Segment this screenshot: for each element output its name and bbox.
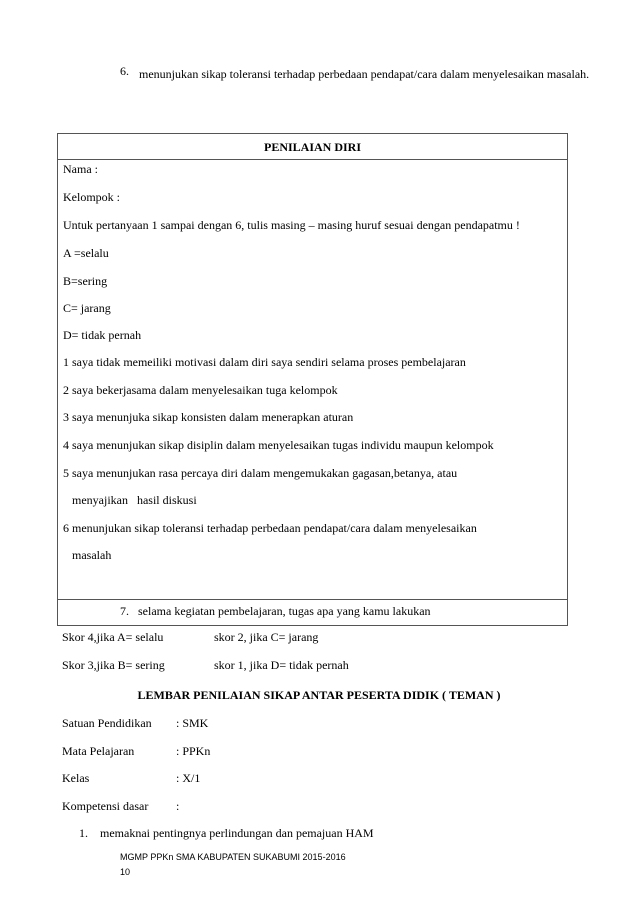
page-number: 10 <box>120 867 131 877</box>
penilaian-diri-table <box>57 133 568 626</box>
info-label: Kelas <box>62 771 90 785</box>
table-line: D= tidak pernah <box>63 328 142 342</box>
table-line: 5 saya menunjukan rasa percaya diri dalam mengemukakan gagasan,betanya, atau <box>63 466 458 480</box>
info-value: : X/1 <box>176 771 201 785</box>
table-line: 4 saya menunjukan sikap disiplin dalam menyelesaikan tugas individu maupun kelompok <box>63 438 494 452</box>
kompetensi-text: memaknai pentingnya perlindungan dan pemajuan HAM <box>100 826 374 840</box>
table-line: 3 saya menunjuka sikap konsisten dalam menerapkan aturan <box>63 410 354 424</box>
table-footer-question: selama kegiatan pembelajaran, tugas apa yang kamu lakukan <box>138 604 431 618</box>
skor-right: skor 1, jika D= tidak pernah <box>214 658 349 672</box>
skor-right: skor 2, jika C= jarang <box>214 630 319 644</box>
table-title: PENILAIAN DIRI <box>263 140 361 154</box>
table-footer-number: 7. <box>120 604 129 618</box>
table-footer-text <box>120 604 431 619</box>
table-line: masalah <box>63 548 112 562</box>
lembar-title: LEMBAR PENILAIAN SIKAP ANTAR PESERTA DIDIK ( TEMAN ) <box>137 688 501 702</box>
intro-item-number: 6. <box>120 64 129 78</box>
table-line: A =selalu <box>63 246 109 260</box>
info-value: : SMK <box>176 716 209 730</box>
page-footer-org: MGMP PPKn SMA KABUPATEN SUKABUMI 2015-2016 <box>120 852 346 862</box>
table-line: Untuk pertanyaan 1 sampai dengan 6, tulis masing – masing huruf sesuai dengan pendapatmu ! <box>63 218 520 232</box>
table-footer-row <box>58 599 567 625</box>
table-line: menyajikan hasil diskusi <box>63 493 197 507</box>
table-line: C= jarang <box>63 301 111 315</box>
table-line: 2 saya bekerjasama dalam menyelesaikan tuga kelompok <box>63 383 338 397</box>
info-label: Mata Pelajaran <box>62 744 135 758</box>
info-label: Satuan Pendidikan <box>62 716 152 730</box>
kompetensi-number: 1. <box>79 826 88 840</box>
skor-left: Skor 4,jika A= selalu <box>62 630 164 644</box>
table-line: Kelompok : <box>63 190 120 204</box>
table-line: 1 saya tidak memeiliki motivasi dalam diri saya sendiri selama proses pembelajaran <box>63 355 466 369</box>
info-label: Kompetensi dasar <box>62 799 149 813</box>
intro-item-text: menunjukan sikap toleransi terhadap perbedaan pendapat/cara dalam menyelesaikan masalah. <box>139 67 590 81</box>
skor-left: Skor 3,jika B= sering <box>62 658 165 672</box>
table-line: Nama : <box>63 162 98 176</box>
table-line: 6 menunjukan sikap toleransi terhadap perbedaan pendapat/cara dalam menyelesaikan <box>63 521 477 535</box>
info-value: : <box>176 799 180 813</box>
table-line: B=sering <box>63 274 108 288</box>
table-header <box>58 134 567 160</box>
info-value: : PPKn <box>176 744 211 758</box>
